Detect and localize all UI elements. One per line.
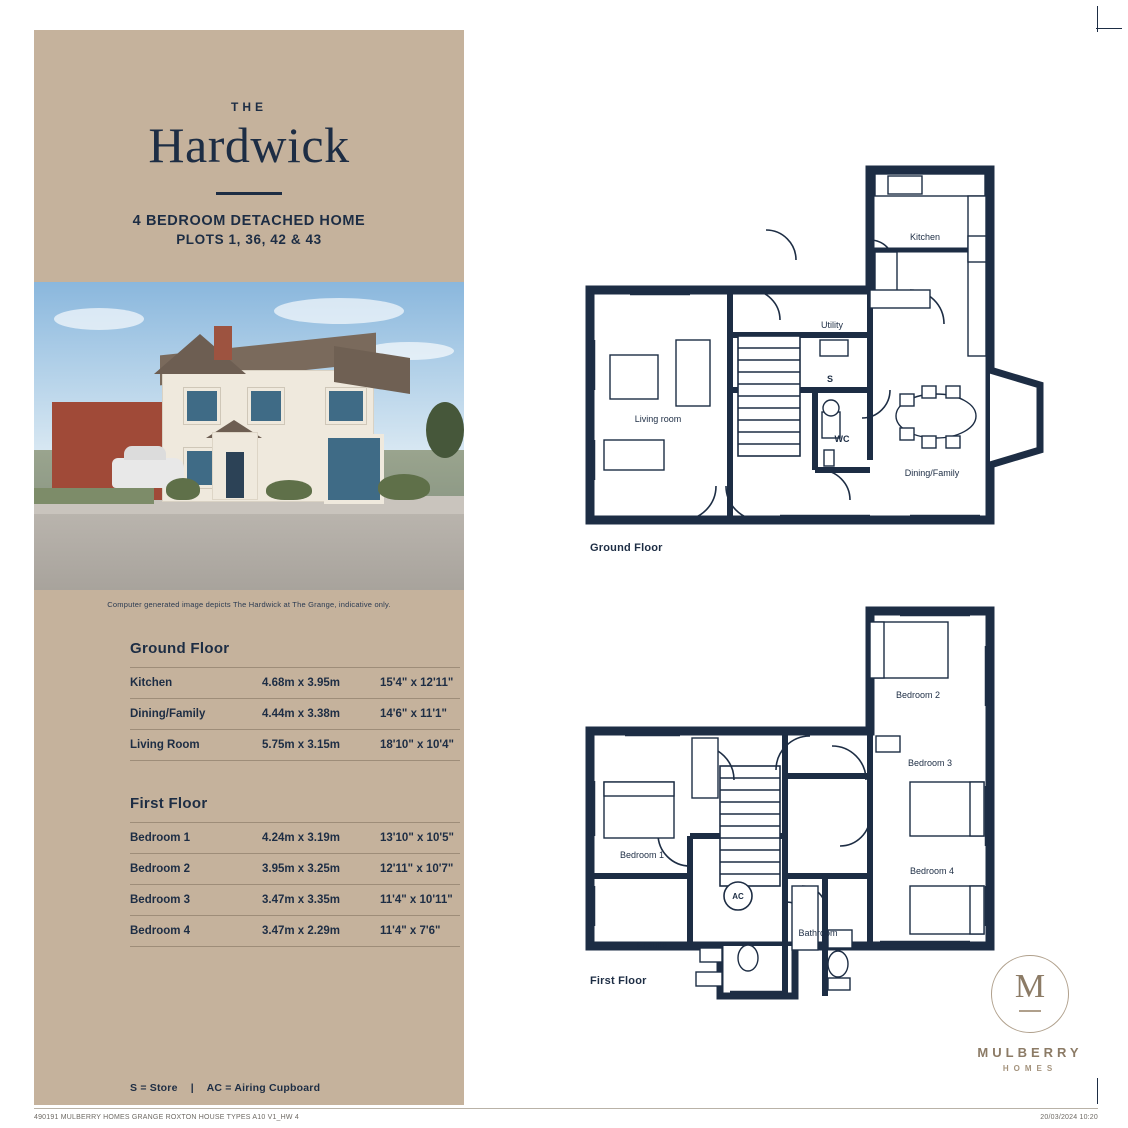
ground-floor-plan bbox=[570, 140, 1090, 540]
cgi-image bbox=[34, 282, 464, 590]
room-metric: 3.47m x 3.35m bbox=[262, 885, 380, 916]
bedroom-count-line: 4 BEDROOM DETACHED HOME bbox=[132, 213, 366, 229]
room-imperial: 11'4" x 10'11" bbox=[380, 885, 460, 916]
room-name: Bedroom 4 bbox=[130, 916, 262, 947]
room-imperial: 13'10" x 10'5" bbox=[380, 823, 460, 854]
first-floor-caption: First Floor bbox=[590, 975, 647, 987]
bay-window bbox=[324, 434, 384, 504]
table-row bbox=[130, 699, 460, 730]
legend-airing-cupboard: AC = Airing Cupboard bbox=[206, 1082, 321, 1094]
mulberry-logo bbox=[962, 955, 1098, 1073]
logo-monogram: M bbox=[1014, 968, 1046, 1005]
image-caption: Computer generated image depicts The Hardwick at The Grange, indicative only. bbox=[107, 600, 391, 609]
cloud bbox=[274, 298, 404, 324]
window bbox=[248, 388, 284, 424]
logo-circle bbox=[991, 955, 1069, 1033]
room-metric: 3.95m x 3.25m bbox=[262, 854, 380, 885]
room-imperial: 12'11" x 10'7" bbox=[380, 854, 460, 885]
front-door bbox=[226, 452, 244, 498]
room-name: Bedroom 2 bbox=[130, 854, 262, 885]
title-divider bbox=[216, 192, 282, 195]
table-row bbox=[130, 823, 460, 854]
room-metric: 4.24m x 3.19m bbox=[262, 823, 380, 854]
room-name: Bedroom 1 bbox=[130, 823, 262, 854]
tree bbox=[426, 402, 464, 458]
crop-mark bbox=[1096, 28, 1122, 29]
room-metric: 4.68m x 3.95m bbox=[262, 668, 380, 699]
footer bbox=[34, 1108, 1098, 1121]
shrub bbox=[378, 474, 430, 500]
first-floor-plan bbox=[570, 586, 1090, 1006]
ground-floor-caption: Ground Floor bbox=[590, 542, 663, 554]
legend bbox=[130, 1082, 320, 1094]
first-room-table bbox=[130, 822, 460, 947]
plan-label-airing: AC bbox=[732, 892, 744, 901]
room-imperial: 15'4" x 12'11" bbox=[380, 668, 460, 699]
window bbox=[326, 388, 366, 424]
logo-wordmark: MULBERRY bbox=[977, 1045, 1083, 1060]
plan-label-store: S bbox=[826, 374, 834, 384]
room-metric: 3.47m x 2.29m bbox=[262, 916, 380, 947]
title-block bbox=[34, 30, 464, 247]
window bbox=[184, 388, 220, 424]
room-imperial: 18'10" x 10'4" bbox=[380, 730, 460, 761]
shrub bbox=[166, 478, 200, 500]
plan-label-dining: Dining/Family bbox=[904, 468, 960, 478]
legend-separator: | bbox=[190, 1082, 194, 1094]
room-imperial: 11'4" x 7'6" bbox=[380, 916, 460, 947]
logo-subtitle: HOMES bbox=[1002, 1064, 1058, 1073]
plan-label-bathroom: Bathroom bbox=[798, 928, 838, 938]
shrub bbox=[266, 480, 312, 500]
the-label: THE bbox=[231, 100, 267, 114]
plan-label-bedroom4: Bedroom 4 bbox=[909, 866, 955, 876]
plan-label-bedroom2: Bedroom 2 bbox=[895, 690, 941, 700]
footer-reference: 490191 MULBERRY HOMES GRANGE ROXTON HOUSE TYPES A10 V1_HW 4 bbox=[34, 1114, 299, 1121]
ground-room-table bbox=[130, 667, 460, 761]
table-row bbox=[130, 885, 460, 916]
road bbox=[34, 514, 464, 590]
roof-gable bbox=[154, 334, 246, 374]
plan-label-bedroom3: Bedroom 3 bbox=[907, 758, 953, 768]
room-name: Kitchen bbox=[130, 668, 262, 699]
room-metric: 5.75m x 3.15m bbox=[262, 730, 380, 761]
plan-label-bedroom1: Bedroom 1 bbox=[619, 850, 665, 860]
floorplans bbox=[470, 30, 1110, 1105]
room-name: Living Room bbox=[130, 730, 262, 761]
schedule-first-title: First Floor bbox=[130, 795, 208, 812]
plan-label-living: Living room bbox=[634, 414, 682, 424]
room-metric: 4.44m x 3.38m bbox=[262, 699, 380, 730]
lawn bbox=[34, 488, 154, 504]
chimney bbox=[214, 326, 232, 360]
plan-label-wc: WC bbox=[834, 434, 850, 444]
table-row bbox=[130, 854, 460, 885]
table-row bbox=[130, 730, 460, 761]
info-panel bbox=[34, 30, 464, 1105]
room-schedule bbox=[130, 640, 460, 947]
room-imperial: 14'6" x 11'1" bbox=[380, 699, 460, 730]
schedule-ground-title: Ground Floor bbox=[130, 640, 230, 657]
cgi-image-block bbox=[34, 282, 464, 609]
plan-label-kitchen: Kitchen bbox=[909, 232, 941, 242]
table-row bbox=[130, 916, 460, 947]
house-name: Hardwick bbox=[148, 117, 350, 173]
table-row bbox=[130, 668, 460, 699]
footer-timestamp: 20/03/2024 10:20 bbox=[1040, 1114, 1098, 1121]
plan-label-utility: Utility bbox=[821, 320, 843, 330]
room-name: Bedroom 3 bbox=[130, 885, 262, 916]
cloud bbox=[54, 308, 144, 330]
plots-line: PLOTS 1, 36, 42 & 43 bbox=[176, 232, 322, 247]
plan-label-ensuite: Ensuite bbox=[636, 940, 668, 950]
room-name: Dining/Family bbox=[130, 699, 262, 730]
legend-store: S = Store bbox=[130, 1082, 178, 1094]
